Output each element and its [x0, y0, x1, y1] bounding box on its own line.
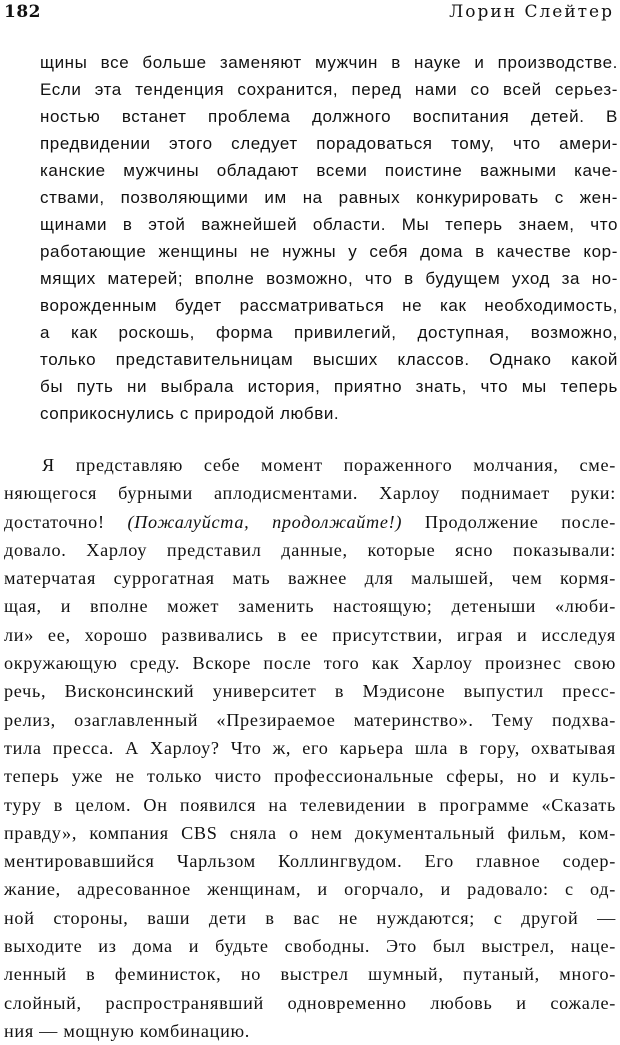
- quote-line: работающие женщины не нужны у себя дома в качестве кор-: [40, 242, 618, 261]
- quote-line: ностью встанет проблема должного воспитания детей. В: [40, 107, 618, 126]
- paragraph-line: ли» ее, хорошо развивались в ее присутствии, играя и исследуя: [4, 624, 616, 645]
- running-head-author: Лорин Слейтер: [449, 2, 614, 22]
- paragraph-line: няющегося бурными аплодисментами. Харлоу поднимает руки:: [4, 483, 616, 504]
- paragraph-line: ментировавшийся Чарльзом Коллингвудом. Его главное содер-: [4, 851, 616, 872]
- paragraph-line: ной стороны, ваши дети в вас не нуждаются; с другой —: [4, 907, 616, 928]
- quote-line: щины все больше заменяют мужчин в науке и производстве.: [40, 53, 618, 72]
- paragraph-line: правду», компания CBS сняла о нем документальный фильм, ком-: [4, 822, 616, 843]
- quote-line: щинами в этой важнейшей области. Мы теперь знаем, что: [40, 215, 618, 234]
- italic-aside: (Пожалуйста, продолжайте!): [127, 511, 403, 532]
- paragraph-line-with-italic: [4, 508, 616, 536]
- paragraph-line: теперь уже не только чисто профессиональные сферы, но и куль-: [4, 766, 616, 787]
- paragraph-line: жание, адресованное женщинам, и огорчало, и радовало: с од-: [4, 879, 616, 900]
- page-header: [0, 0, 620, 30]
- body-paragraph: [4, 451, 616, 1045]
- quote-line: ствами, позволяющими им на равных конкурировать с жен-: [40, 188, 618, 207]
- quote-line: бы путь ни выбрала история, приятно знать, что мы теперь: [40, 377, 618, 396]
- paragraph-line: выходите из дома и будьте свободны. Это был выстрел, наце-: [4, 936, 616, 957]
- quote-line: ворожденным будет рассматриваться не как необходимость,: [40, 296, 618, 315]
- paragraph-line: щая, и вполне может заменить настоящую; детеныши «люби-: [4, 596, 616, 617]
- quote-line: соприкоснулись с природой любви.: [40, 404, 340, 423]
- line-text: Продолжение после-: [402, 511, 616, 532]
- paragraph-line: довало. Харлоу представил данные, которые ясно показывали:: [4, 539, 616, 560]
- paragraph-line: релиз, озаглавленный «Презираемое материнство». Тему подхва-: [4, 709, 616, 730]
- line-text: достаточно!: [4, 511, 128, 532]
- paragraph-line: Я представляю себе момент пораженного молчания, сме-: [42, 455, 616, 475]
- paragraph-line: ленный в феминисток, но выстрел шумный, путаный, много-: [4, 964, 616, 985]
- quote-line: предвидении этого следует порадоваться тому, что амери-: [40, 134, 618, 153]
- paragraph-line: ния — мощную комбинацию.: [4, 1020, 251, 1041]
- quote-line: Если эта тенденция сохранится, перед нами со всей серьез-: [40, 80, 618, 99]
- paragraph-line: туру в целом. Он появился на телевидении в программе «Сказать: [4, 794, 616, 815]
- paragraph-line: тила пресса. А Харлоу? Что ж, его карьера шла в гору, охватывая: [4, 737, 616, 758]
- paragraph-line: окружающую среду. Вскоре после того как Харлоу произнес свою: [4, 653, 616, 674]
- paragraph-line: речь, Висконсинский университет в Мэдисоне выпустил пресс-: [4, 681, 616, 702]
- quote-line: канские мужчины обладают всеми поистине важными каче-: [40, 161, 618, 180]
- page-number: 182: [4, 2, 41, 22]
- paragraph-line: матерчатая суррогатная мать важнее для малышей, чем кормя-: [4, 568, 616, 589]
- quoted-passage: [40, 49, 618, 427]
- quote-line: только представительницам высших классов. Однако какой: [40, 350, 618, 369]
- paragraph-line: слойный, распространявший одновременно любовь и сожале-: [4, 992, 616, 1013]
- quote-line: мящих матерей; вполне возможно, что в будущем уход за но-: [40, 269, 618, 288]
- quote-line: а как роскошь, форма привилегий, доступная, возможно,: [40, 323, 618, 342]
